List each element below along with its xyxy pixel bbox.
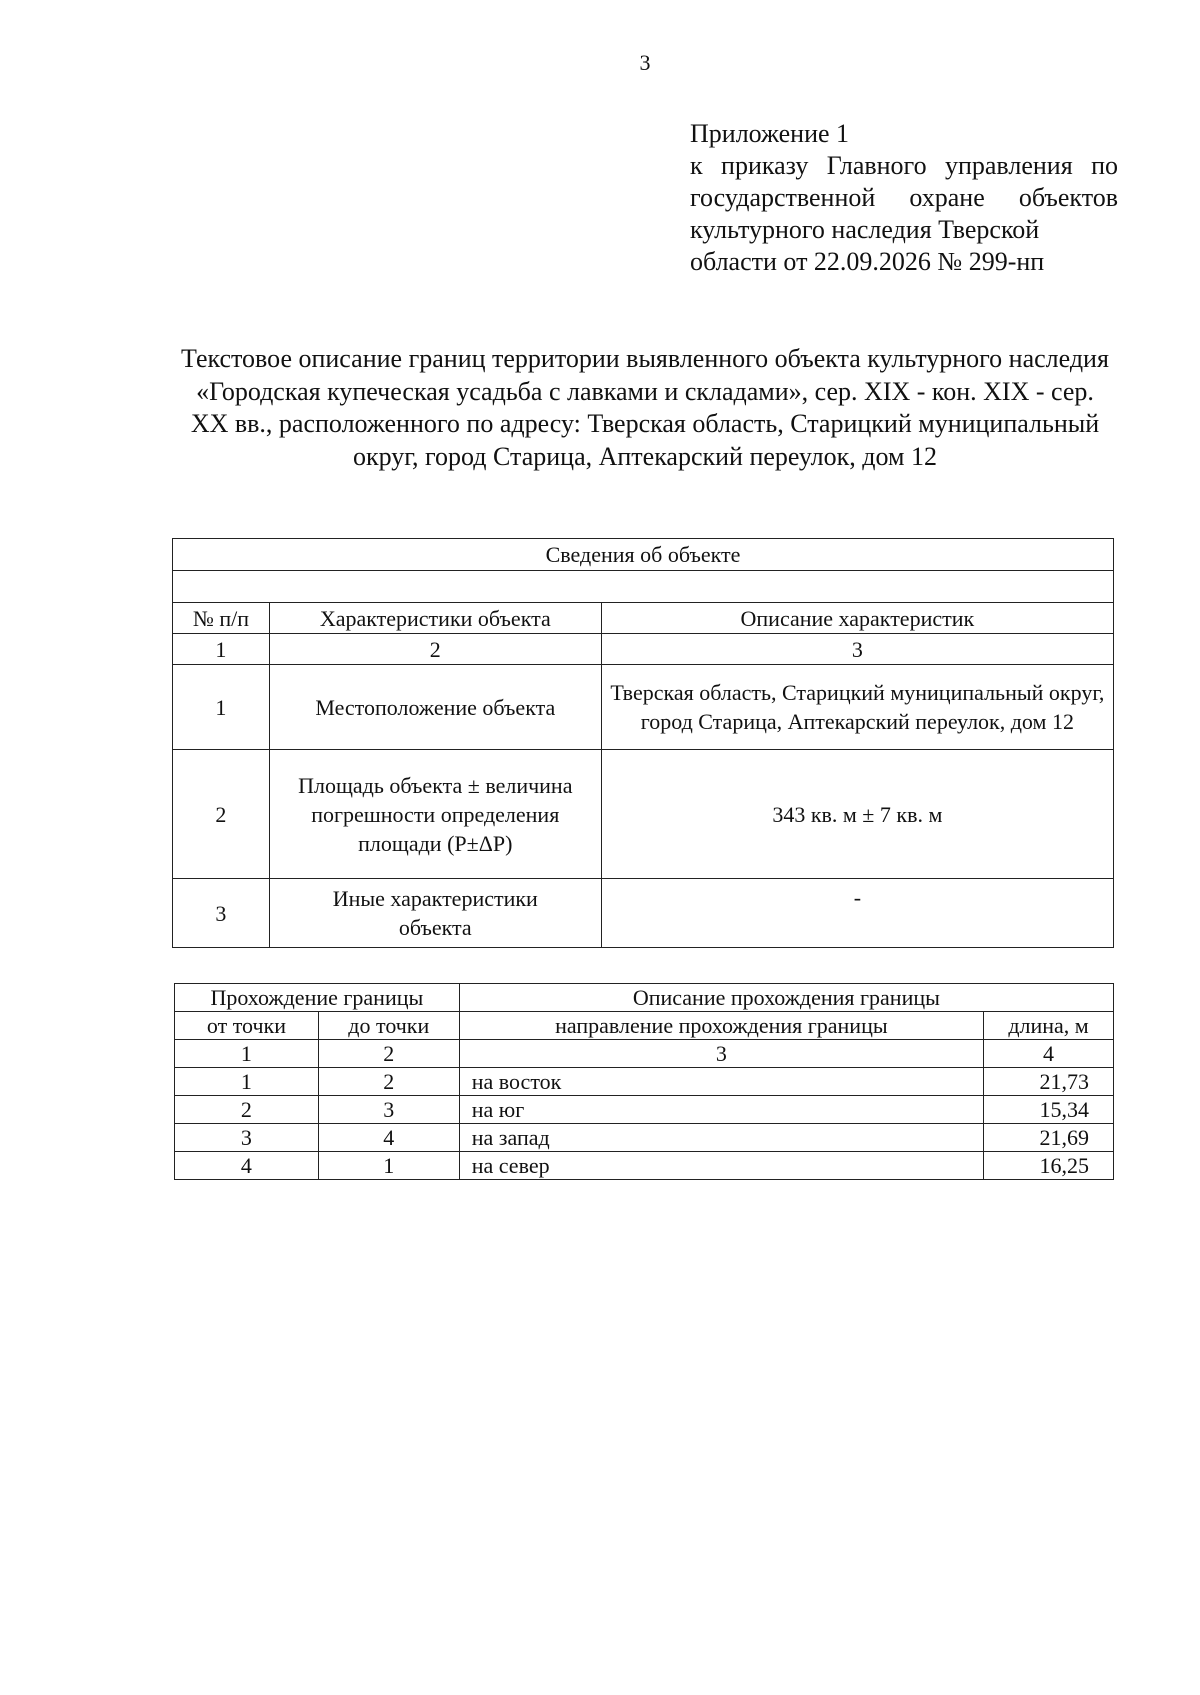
from-point: 4	[175, 1152, 319, 1180]
appendix-block	[690, 118, 1118, 278]
to-point: 1	[318, 1152, 459, 1180]
from-point: 3	[175, 1124, 319, 1152]
to-point: 2	[318, 1068, 459, 1096]
object-table-empty-row	[173, 571, 1114, 603]
table-row	[175, 1152, 1114, 1180]
to-point: 4	[318, 1124, 459, 1152]
direction: на юг	[459, 1096, 983, 1124]
direction: на север	[459, 1152, 983, 1180]
length: 21,69	[984, 1124, 1114, 1152]
column-number: 2	[318, 1040, 459, 1068]
column-number: 1	[175, 1040, 319, 1068]
object-table-header: Сведения об объекте	[173, 539, 1114, 571]
column-header-direction: направление прохождения границы	[459, 1012, 983, 1040]
table-row	[175, 1124, 1114, 1152]
direction: на запад	[459, 1124, 983, 1152]
column-header-to: до точки	[318, 1012, 459, 1040]
table-row	[175, 1068, 1114, 1096]
column-number: 2	[269, 634, 601, 665]
object-info-table	[172, 538, 1114, 948]
to-point: 3	[318, 1096, 459, 1124]
boundary-header-description: Описание прохождения границы	[459, 984, 1113, 1012]
row-number: 1	[173, 665, 270, 750]
column-number: 1	[173, 634, 270, 665]
document-title: Текстовое описание границ территории выявленного объекта культурного наследия «Городская купеческая усадьба с лавками и складами», сер. XIX - кон. XIX - сер. XX вв., расположенного по адресу: Тверская область, Старицкий муниципальный округ, город Старица, Аптекарский переулок, дом 12	[181, 344, 1109, 471]
column-header-from: от точки	[175, 1012, 319, 1040]
row-number: 2	[173, 750, 270, 879]
column-header-length: длина, м	[984, 1012, 1114, 1040]
row-characteristic: Иные характеристики объекта	[269, 879, 601, 948]
table-row	[173, 879, 1114, 948]
length: 21,73	[984, 1068, 1114, 1096]
appendix-date: области от 22.09.2026 № 299-нп	[690, 247, 1045, 276]
row-number: 3	[173, 879, 270, 948]
length: 16,25	[984, 1152, 1114, 1180]
boundary-header-passage: Прохождение границы	[175, 984, 460, 1012]
from-point: 1	[175, 1068, 319, 1096]
table-row	[173, 665, 1114, 750]
table-row	[175, 1096, 1114, 1124]
column-number: 3	[459, 1040, 983, 1068]
row-description: 343 кв. м ± 7 кв. м	[601, 750, 1113, 879]
boundary-table	[174, 983, 1114, 1180]
column-header-characteristic: Характеристики объекта	[269, 603, 601, 634]
from-point: 2	[175, 1096, 319, 1124]
appendix-text: к приказу Главного управления по государственной охране объектов культурного наследия Тверской	[690, 151, 1118, 244]
row-characteristic: Площадь объекта ± величина погрешности определения площади (P±ΔP)	[269, 750, 601, 879]
appendix-title: Приложение 1	[690, 119, 850, 148]
page-number: 3	[639, 50, 651, 75]
column-number: 3	[601, 634, 1113, 665]
row-description: Тверская область, Старицкий муниципальный округ, город Старица, Аптекарский переулок, дом 12	[601, 665, 1113, 750]
row-characteristic: Местоположение объекта	[269, 665, 601, 750]
column-header-description: Описание характеристик	[601, 603, 1113, 634]
table-row	[173, 750, 1114, 879]
column-number: 4	[984, 1040, 1114, 1068]
column-header-number: № п/п	[173, 603, 270, 634]
row-description: -	[601, 879, 1113, 948]
length: 15,34	[984, 1096, 1114, 1124]
direction: на восток	[459, 1068, 983, 1096]
